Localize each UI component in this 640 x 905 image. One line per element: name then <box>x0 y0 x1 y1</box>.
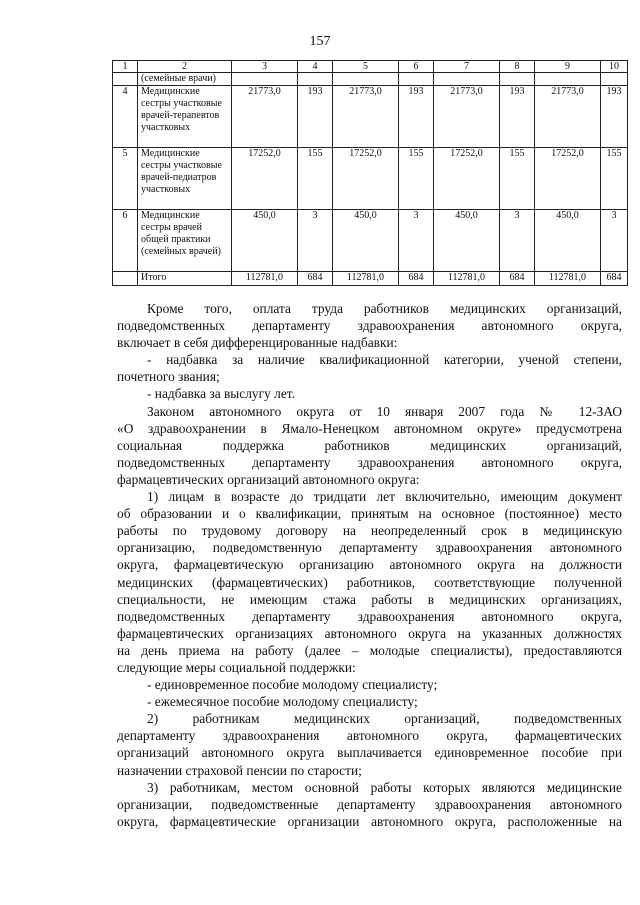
table-header-cell: 9 <box>535 61 601 73</box>
table-cell: 3 <box>298 210 333 272</box>
table-cell: 112781,0 <box>333 272 399 286</box>
table-header-cell: 4 <box>298 61 333 73</box>
text-line: подведомственных департаменту здравоохранения автономного округа, <box>117 608 622 624</box>
text-line: округа, фармацевтическую организацию автономного округа на должности <box>117 557 622 573</box>
table-header-cell: 7 <box>434 61 500 73</box>
table-cell: 450,0 <box>333 210 399 272</box>
text-line: об образовании и о квалификации, принятым на основное (постоянное) место <box>117 506 622 522</box>
table-header-cell: 6 <box>399 61 434 73</box>
table-cell: Медицинские сестры врачей общей практики (семейных врачей) <box>138 210 232 272</box>
table-cell: 3 <box>399 210 434 272</box>
table-cell <box>298 73 333 86</box>
table-cell <box>434 73 500 86</box>
text-line: департаменту здравоохранения автономного округа, фармацевтических <box>117 728 622 744</box>
text-line: назначении страховой пенсии по старости; <box>117 762 362 778</box>
text-line: социальная поддержка работников медицинских организаций, <box>117 437 622 453</box>
table-cell: 21773,0 <box>535 86 601 148</box>
table-row <box>113 210 628 272</box>
table-cell: 155 <box>500 148 535 210</box>
text-line: округа, фармацевтические организации автономного округа, расположенные на <box>117 813 622 829</box>
table-row <box>113 272 628 286</box>
text-line: - ежемесячное пособие молодому специалисту; <box>147 694 418 710</box>
table-cell: 112781,0 <box>434 272 500 286</box>
text-line: включает в себя дифференцированные надбавки: <box>117 335 398 351</box>
table-cell: 21773,0 <box>434 86 500 148</box>
table-cell <box>113 272 138 286</box>
table-cell: 17252,0 <box>333 148 399 210</box>
table-cell: 450,0 <box>232 210 298 272</box>
table-header-cell: 8 <box>500 61 535 73</box>
table-cell: 5 <box>113 148 138 210</box>
table-cell: 17252,0 <box>434 148 500 210</box>
text-line: организацию, подведомственную департаменту здравоохранения автономного <box>117 540 622 556</box>
text-line: подведомственных департаменту здравоохранения автономного округа, <box>117 318 622 334</box>
table-cell <box>500 73 535 86</box>
table-cell: Медицинские сестры участковые врачей-педиатров участковых <box>138 148 232 210</box>
table-cell: Итого <box>138 272 232 286</box>
text-line: организаций автономного округа выплачивается единовременное пособие при <box>117 745 622 761</box>
table-cell: 684 <box>298 272 333 286</box>
table-cell: 17252,0 <box>535 148 601 210</box>
text-line: Кроме того, оплата труда работников медицинских организаций, <box>147 301 622 316</box>
table-cell <box>535 73 601 86</box>
text-line: - единовременное пособие молодому специалисту; <box>147 677 438 693</box>
table-cell: 21773,0 <box>232 86 298 148</box>
text-line: почетного звания; <box>117 369 220 385</box>
text-line: «О здравоохранении в Ямало-Ненецком автономном округе» предусмотрена <box>117 420 622 436</box>
table-cell <box>601 73 628 86</box>
text-line: следующие меры социальной поддержки: <box>117 659 356 675</box>
text-line: подведомственных департаменту здравоохранения автономного округа, <box>117 454 622 470</box>
table-header-cell: 2 <box>138 61 232 73</box>
staff-table <box>112 60 628 286</box>
table-cell: 193 <box>500 86 535 148</box>
text-line: специальности, не имеющим стажа работы в медицинских организациях, <box>117 591 622 607</box>
table-cell: 193 <box>601 86 628 148</box>
text-line: 3) работникам, местом основной работы которых являются медицинские <box>147 779 622 795</box>
text-line: 2) работникам медицинских организаций, подведомственных <box>147 711 622 727</box>
text-line: фармацевтических организаций автономного округа: <box>117 471 420 487</box>
text-line: - надбавка за наличие квалификационной категории, ученой степени, <box>147 352 622 368</box>
table-cell: 684 <box>500 272 535 286</box>
table-cell: 112781,0 <box>232 272 298 286</box>
text-line: работы по трудовому договору на неопределенный срок в медицинскую <box>117 523 622 539</box>
table-cell: (семейные врачи) <box>138 73 232 86</box>
table-cell: 193 <box>399 86 434 148</box>
table-row <box>113 73 628 86</box>
table-cell <box>232 73 298 86</box>
table-cell: 684 <box>601 272 628 286</box>
table-cell: 21773,0 <box>333 86 399 148</box>
table-cell: 6 <box>113 210 138 272</box>
table-header-cell: 1 <box>113 61 138 73</box>
table-cell: 3 <box>601 210 628 272</box>
table-header-cell: 3 <box>232 61 298 73</box>
table-cell: 155 <box>298 148 333 210</box>
table-row <box>113 86 628 148</box>
table-cell <box>399 73 434 86</box>
table-cell: Медицинские сестры участковые врачей-терапевтов участковых <box>138 86 232 148</box>
text-line: организации, подведомственные департаменту здравоохранения автономного <box>117 796 622 812</box>
table-cell: 3 <box>500 210 535 272</box>
table-cell: 193 <box>298 86 333 148</box>
table-cell: 450,0 <box>535 210 601 272</box>
table-cell: 155 <box>601 148 628 210</box>
table-cell <box>113 73 138 86</box>
table-cell: 17252,0 <box>232 148 298 210</box>
table-header-cell: 10 <box>601 61 628 73</box>
text-line: на день приема на работу (далее – молодые специалисты), предоставляются <box>117 642 622 658</box>
text-line: - надбавка за выслугу лет. <box>147 386 295 402</box>
table-header-cell: 5 <box>333 61 399 73</box>
document-body <box>117 300 622 830</box>
text-line: 1) лицам в возрасте до тридцати лет включительно, имеющим документ <box>147 489 622 505</box>
text-line: Законом автономного округа от 10 января 2007 года № 12-ЗАО <box>147 403 622 419</box>
table-cell <box>333 73 399 86</box>
table-header-row <box>113 61 628 73</box>
page-number: 157 <box>309 34 331 49</box>
text-line: медицинских (фармацевтических) работников, соответствующие полученной <box>117 574 622 590</box>
table-cell: 684 <box>399 272 434 286</box>
table-cell: 450,0 <box>434 210 500 272</box>
table-cell: 4 <box>113 86 138 148</box>
table-cell: 112781,0 <box>535 272 601 286</box>
table-cell: 155 <box>399 148 434 210</box>
table-row <box>113 148 628 210</box>
text-line: фармацевтических организациях автономного округа на указанных должностях <box>117 625 622 641</box>
